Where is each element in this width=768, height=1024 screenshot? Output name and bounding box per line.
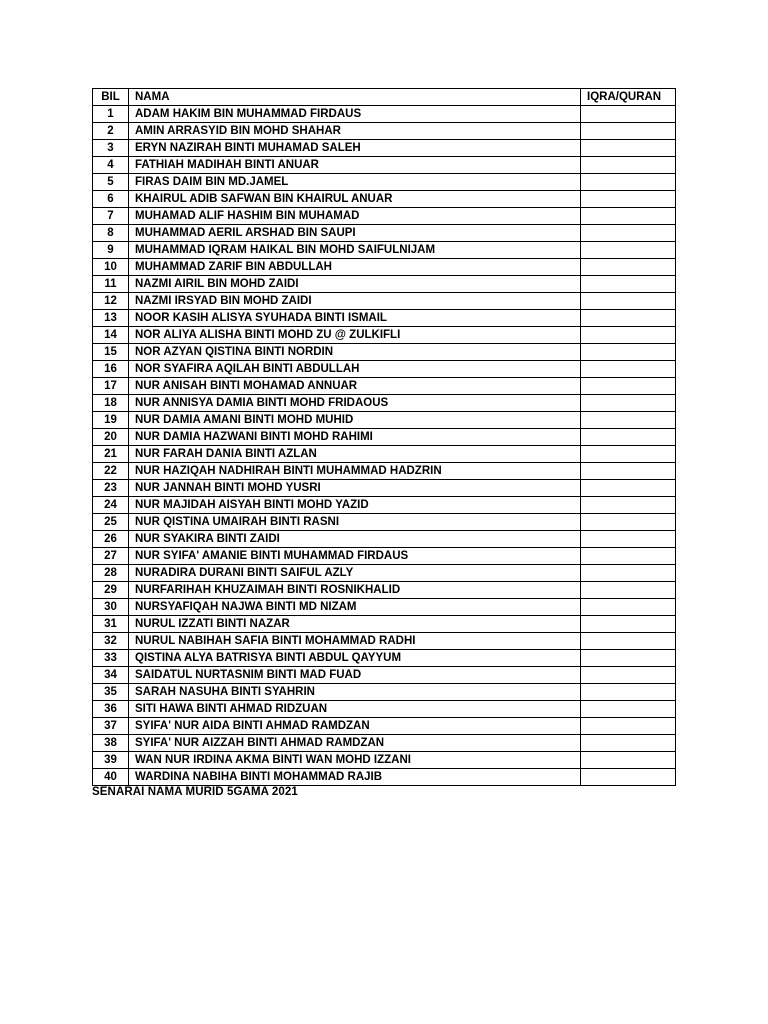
iqra-quran-cell (581, 497, 676, 514)
student-name-cell: NOR SYAFIRA AQILAH BINTI ABDULLAH (129, 361, 581, 378)
document-caption: SENARAI NAMA MURID 5GAMA 2021 (92, 786, 298, 798)
table-row (93, 225, 676, 242)
row-number-cell: 30 (93, 599, 129, 616)
iqra-quran-cell (581, 157, 676, 174)
iqra-quran-cell (581, 412, 676, 429)
table-row (93, 174, 676, 191)
student-name-cell: MUHAMAD ALIF HASHIM BIN MUHAMAD (129, 208, 581, 225)
iqra-quran-cell (581, 259, 676, 276)
row-number-cell: 15 (93, 344, 129, 361)
table-row (93, 106, 676, 123)
row-number-cell: 4 (93, 157, 129, 174)
table-row (93, 310, 676, 327)
iqra-quran-cell (581, 718, 676, 735)
row-number-cell: 27 (93, 548, 129, 565)
table-body (93, 106, 676, 786)
table-row (93, 412, 676, 429)
iqra-quran-cell (581, 616, 676, 633)
row-number-cell: 5 (93, 174, 129, 191)
iqra-quran-cell (581, 174, 676, 191)
row-number-cell: 6 (93, 191, 129, 208)
row-number-cell: 25 (93, 514, 129, 531)
row-number-cell: 28 (93, 565, 129, 582)
iqra-quran-cell (581, 531, 676, 548)
student-roster-table (92, 88, 676, 786)
table-row (93, 497, 676, 514)
table-row (93, 650, 676, 667)
row-number-cell: 9 (93, 242, 129, 259)
row-number-cell: 13 (93, 310, 129, 327)
row-number-cell: 8 (93, 225, 129, 242)
iqra-quran-cell (581, 106, 676, 123)
iqra-quran-cell (581, 446, 676, 463)
row-number-cell: 12 (93, 293, 129, 310)
student-name-cell: WAN NUR IRDINA AKMA BINTI WAN MOHD IZZANI (129, 752, 581, 769)
row-number-cell: 23 (93, 480, 129, 497)
table-row (93, 701, 676, 718)
table-row (93, 633, 676, 650)
iqra-quran-cell (581, 191, 676, 208)
table-row (93, 361, 676, 378)
student-name-cell: NAZMI AIRIL BIN MOHD ZAIDI (129, 276, 581, 293)
table-row (93, 531, 676, 548)
iqra-quran-cell (581, 310, 676, 327)
iqra-quran-cell (581, 514, 676, 531)
iqra-quran-cell (581, 548, 676, 565)
iqra-quran-cell (581, 769, 676, 786)
table-row (93, 140, 676, 157)
iqra-quran-cell (581, 752, 676, 769)
table-row (93, 514, 676, 531)
row-number-cell: 24 (93, 497, 129, 514)
student-name-cell: AMIN ARRASYID BIN MOHD SHAHAR (129, 123, 581, 140)
table-row (93, 429, 676, 446)
table-row (93, 157, 676, 174)
table-row (93, 259, 676, 276)
table-row (93, 565, 676, 582)
iqra-quran-cell (581, 208, 676, 225)
iqra-quran-cell (581, 701, 676, 718)
row-number-cell: 2 (93, 123, 129, 140)
student-name-cell: MUHAMMAD IQRAM HAIKAL BIN MOHD SAIFULNIJAM (129, 242, 581, 259)
row-number-cell: 21 (93, 446, 129, 463)
table-row (93, 769, 676, 786)
row-number-cell: 31 (93, 616, 129, 633)
student-name-cell: SYIFA' NUR AIZZAH BINTI AHMAD RAMDZAN (129, 735, 581, 752)
student-name-cell: FIRAS DAIM BIN MD.JAMEL (129, 174, 581, 191)
table-row (93, 208, 676, 225)
table-row (93, 752, 676, 769)
row-number-cell: 20 (93, 429, 129, 446)
row-number-cell: 14 (93, 327, 129, 344)
table-row (93, 276, 676, 293)
column-header-nama: NAMA (129, 89, 581, 106)
table-row (93, 599, 676, 616)
table-row (93, 191, 676, 208)
student-name-cell: SARAH NASUHA BINTI SYAHRIN (129, 684, 581, 701)
student-name-cell: QISTINA ALYA BATRISYA BINTI ABDUL QAYYUM (129, 650, 581, 667)
student-name-cell: NUR DAMIA AMANI BINTI MOHD MUHID (129, 412, 581, 429)
table-row (93, 123, 676, 140)
iqra-quran-cell (581, 293, 676, 310)
table-row (93, 582, 676, 599)
student-name-cell: NURFARIHAH KHUZAIMAH BINTI ROSNIKHALID (129, 582, 581, 599)
student-name-cell: NOR AZYAN QISTINA BINTI NORDIN (129, 344, 581, 361)
student-name-cell: SITI HAWA BINTI AHMAD RIDZUAN (129, 701, 581, 718)
student-name-cell: KHAIRUL ADIB SAFWAN BIN KHAIRUL ANUAR (129, 191, 581, 208)
student-name-cell: NOR ALIYA ALISHA BINTI MOHD ZU @ ZULKIFLI (129, 327, 581, 344)
student-name-cell: NURUL NABIHAH SAFIA BINTI MOHAMMAD RADHI (129, 633, 581, 650)
student-name-cell: SAIDATUL NURTASNIM BINTI MAD FUAD (129, 667, 581, 684)
row-number-cell: 11 (93, 276, 129, 293)
table-row (93, 548, 676, 565)
row-number-cell: 19 (93, 412, 129, 429)
student-name-cell: NUR ANISAH BINTI MOHAMAD ANNUAR (129, 378, 581, 395)
table-row (93, 735, 676, 752)
iqra-quran-cell (581, 735, 676, 752)
iqra-quran-cell (581, 463, 676, 480)
iqra-quran-cell (581, 242, 676, 259)
row-number-cell: 17 (93, 378, 129, 395)
student-name-cell: MUHAMMAD AERIL ARSHAD BIN SAUPI (129, 225, 581, 242)
iqra-quran-cell (581, 344, 676, 361)
student-name-cell: NUR SYAKIRA BINTI ZAIDI (129, 531, 581, 548)
row-number-cell: 3 (93, 140, 129, 157)
iqra-quran-cell (581, 582, 676, 599)
iqra-quran-cell (581, 327, 676, 344)
iqra-quran-cell (581, 667, 676, 684)
table-row (93, 718, 676, 735)
iqra-quran-cell (581, 276, 676, 293)
table-row (93, 616, 676, 633)
row-number-cell: 10 (93, 259, 129, 276)
student-name-cell: ADAM HAKIM BIN MUHAMMAD FIRDAUS (129, 106, 581, 123)
student-name-cell: NUR HAZIQAH NADHIRAH BINTI MUHAMMAD HADZRIN (129, 463, 581, 480)
student-name-cell: MUHAMMAD ZARIF BIN ABDULLAH (129, 259, 581, 276)
row-number-cell: 39 (93, 752, 129, 769)
table-row (93, 684, 676, 701)
table-row (93, 327, 676, 344)
row-number-cell: 16 (93, 361, 129, 378)
table-row (93, 293, 676, 310)
table-row (93, 378, 676, 395)
student-name-cell: NURADIRA DURANI BINTI SAIFUL AZLY (129, 565, 581, 582)
table-row (93, 446, 676, 463)
student-name-cell: FATHIAH MADIHAH BINTI ANUAR (129, 157, 581, 174)
iqra-quran-cell (581, 225, 676, 242)
student-name-cell: NUR MAJIDAH AISYAH BINTI MOHD YAZID (129, 497, 581, 514)
student-name-cell: NUR JANNAH BINTI MOHD YUSRI (129, 480, 581, 497)
iqra-quran-cell (581, 650, 676, 667)
iqra-quran-cell (581, 633, 676, 650)
row-number-cell: 34 (93, 667, 129, 684)
row-number-cell: 1 (93, 106, 129, 123)
table-row (93, 480, 676, 497)
student-name-cell: SYIFA' NUR AIDA BINTI AHMAD RAMDZAN (129, 718, 581, 735)
table-header-row (93, 89, 676, 106)
iqra-quran-cell (581, 480, 676, 497)
student-name-cell: NURUL IZZATI BINTI NAZAR (129, 616, 581, 633)
iqra-quran-cell (581, 123, 676, 140)
student-name-cell: NUR QISTINA UMAIRAH BINTI RASNI (129, 514, 581, 531)
iqra-quran-cell (581, 361, 676, 378)
table-row (93, 667, 676, 684)
iqra-quran-cell (581, 395, 676, 412)
student-name-cell: NUR ANNISYA DAMIA BINTI MOHD FRIDAOUS (129, 395, 581, 412)
iqra-quran-cell (581, 684, 676, 701)
column-header-bil: BIL (93, 89, 129, 106)
iqra-quran-cell (581, 378, 676, 395)
student-name-cell: NURSYAFIQAH NAJWA BINTI MD NIZAM (129, 599, 581, 616)
row-number-cell: 36 (93, 701, 129, 718)
row-number-cell: 32 (93, 633, 129, 650)
column-header-iqra-quran: IQRA/QURAN (581, 89, 676, 106)
iqra-quran-cell (581, 140, 676, 157)
student-name-cell: NOOR KASIH ALISYA SYUHADA BINTI ISMAIL (129, 310, 581, 327)
row-number-cell: 38 (93, 735, 129, 752)
student-name-cell: NAZMI IRSYAD BIN MOHD ZAIDI (129, 293, 581, 310)
iqra-quran-cell (581, 429, 676, 446)
student-name-cell: NUR SYIFA' AMANIE BINTI MUHAMMAD FIRDAUS (129, 548, 581, 565)
table-row (93, 242, 676, 259)
row-number-cell: 37 (93, 718, 129, 735)
iqra-quran-cell (581, 565, 676, 582)
row-number-cell: 29 (93, 582, 129, 599)
row-number-cell: 18 (93, 395, 129, 412)
row-number-cell: 7 (93, 208, 129, 225)
row-number-cell: 40 (93, 769, 129, 786)
row-number-cell: 35 (93, 684, 129, 701)
student-name-cell: NUR FARAH DANIA BINTI AZLAN (129, 446, 581, 463)
table-row (93, 395, 676, 412)
student-name-cell: WARDINA NABIHA BINTI MOHAMMAD RAJIB (129, 769, 581, 786)
table-row (93, 463, 676, 480)
iqra-quran-cell (581, 599, 676, 616)
row-number-cell: 26 (93, 531, 129, 548)
row-number-cell: 33 (93, 650, 129, 667)
student-name-cell: ERYN NAZIRAH BINTI MUHAMAD SALEH (129, 140, 581, 157)
table-row (93, 344, 676, 361)
student-name-cell: NUR DAMIA HAZWANI BINTI MOHD RAHIMI (129, 429, 581, 446)
row-number-cell: 22 (93, 463, 129, 480)
